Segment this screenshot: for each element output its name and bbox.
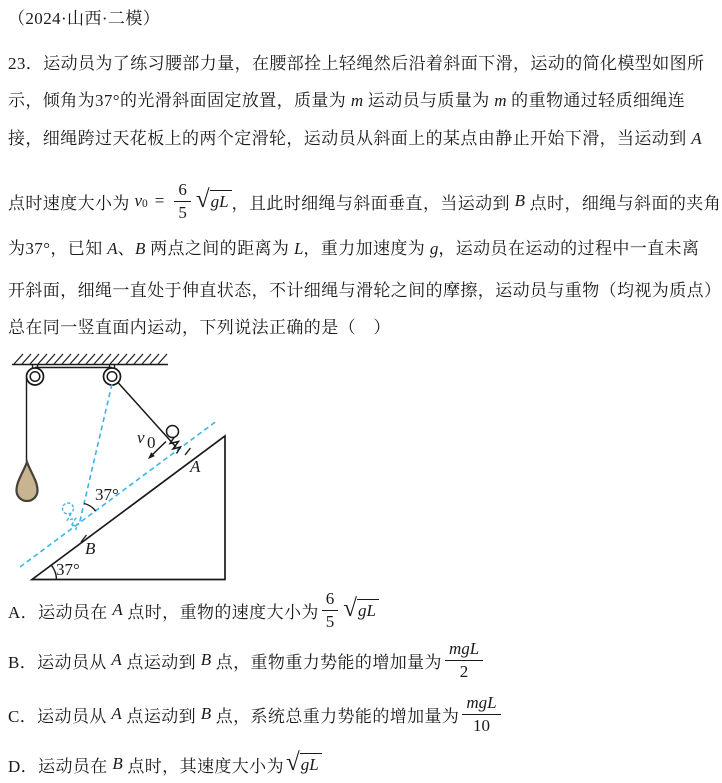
math-var-B: B <box>200 650 212 669</box>
math-var-A: A <box>691 129 702 148</box>
fraction-denominator: 5 <box>325 611 335 631</box>
angle-label-B: 37° <box>95 485 119 504</box>
math-var-B: B <box>135 239 146 258</box>
equals-sign: = <box>154 191 165 210</box>
athlete-figure-B-dashed <box>63 503 79 531</box>
question-line-4-formula <box>8 177 721 225</box>
text-segment: 点，系统总重力势能的增加量为 <box>211 706 460 726</box>
text-segment: A．运动员在 <box>8 602 113 622</box>
math-v0 <box>134 191 147 211</box>
fraction-numerator: mgL <box>445 639 483 660</box>
question-line-5 <box>8 239 699 259</box>
text-segment: 点时速度大小为 <box>8 193 135 213</box>
sqrt-gL <box>285 748 322 777</box>
option-B <box>8 634 486 686</box>
text-segment: 两点之间的距离为 <box>145 239 294 258</box>
text-segment: 点运动到 <box>121 652 201 672</box>
hanging-weight <box>17 462 38 501</box>
radicand-gL: gL <box>300 753 322 775</box>
radicand-gL: gL <box>210 190 232 212</box>
sqrt-gL <box>195 185 232 214</box>
math-var-m: m <box>350 91 364 110</box>
athlete-B-head <box>63 503 74 514</box>
option-D <box>8 750 322 778</box>
text-segment: 点时，其速度大小为 <box>122 756 284 776</box>
radical-sign: √ <box>343 594 358 622</box>
text-segment: D．运动员在 <box>8 756 113 776</box>
math-var-B: B <box>112 754 123 773</box>
math-sub-0: 0 <box>142 198 148 210</box>
text-segment: 运动员与质量为 <box>363 91 495 110</box>
text-segment: 点时，重物的速度大小为 <box>122 602 319 622</box>
text-segment: 点时，细绳与斜面的夹角 <box>525 193 722 213</box>
incline-pulley-diagram <box>0 341 240 593</box>
math-var-A: A <box>107 239 118 258</box>
text-segment: C．运动员从 <box>8 706 112 726</box>
v0-label: v <box>137 428 145 447</box>
radicand-gL: gL <box>357 599 379 621</box>
text-segment: ，重力加速度为 <box>303 239 430 258</box>
question-line-2 <box>8 91 685 111</box>
fraction-mgL-10 <box>462 693 500 734</box>
athlete-A-body <box>170 438 181 454</box>
fraction-numerator: 6 <box>322 589 339 610</box>
fraction-denominator: 10 <box>472 715 490 735</box>
athlete-B-body <box>68 514 79 532</box>
fraction-mgL-2 <box>445 639 483 680</box>
radical-sign: √ <box>285 748 300 776</box>
math-var-g: g <box>429 239 439 258</box>
math-var-A: A <box>111 650 122 669</box>
option-A <box>8 584 379 636</box>
fraction-6-5 <box>174 180 191 221</box>
math-var-B: B <box>514 191 525 210</box>
math-var-A: A <box>111 704 122 723</box>
athlete-A-head <box>167 426 179 438</box>
fraction-numerator: 6 <box>174 180 191 201</box>
text-segment: ，且此时细绳与斜面垂直，当运动到 <box>231 193 515 213</box>
point-label-B: B <box>85 539 96 558</box>
text-segment: 接，细绳跨过天花板上的两个定滑轮，运动员从斜面上的某点由静止开始下滑，当运动到 <box>8 129 692 148</box>
dashed-path-parallel-incline <box>20 420 218 567</box>
text-segment: B．运动员从 <box>8 652 112 672</box>
pulley-left <box>27 368 44 385</box>
fraction-denominator: 5 <box>178 202 187 222</box>
text-segment: 示，倾角为37°的光滑斜面固定放置，质量为 <box>8 91 351 110</box>
source-tag: （2024·山西·二模） <box>8 9 161 28</box>
question-line-6: 开斜面，细绳一直处于伸直状态，不计细绳与滑轮之间的摩擦，运动员与重物（均视为质点） <box>8 281 722 300</box>
fraction-numerator: mgL <box>462 693 500 714</box>
dashed-construction <box>20 384 218 567</box>
text-segment: 的重物通过轻质细绳连 <box>506 91 686 110</box>
text-segment: 点，重物重力势能的增加量为 <box>211 652 442 672</box>
option-C <box>8 688 504 740</box>
point-label-A: A <box>190 457 201 476</box>
question-line-1: 23．运动员为了练习腰部力量，在腰部拴上轻绳然后沿着斜面下滑，运动的简化模型如图所 <box>8 54 705 73</box>
angle-arc-B <box>84 504 96 512</box>
text-segment: 、 <box>117 239 136 258</box>
text-segment: 点运动到 <box>121 706 201 726</box>
math-var-v: v <box>134 191 142 210</box>
text-segment: 为37°，已知 <box>8 239 108 258</box>
v0-subscript: 0 <box>147 433 156 452</box>
ceiling-hatching <box>14 354 167 364</box>
radical-sign: √ <box>195 185 210 213</box>
question-line-3 <box>8 129 702 149</box>
question-line-7: 总在同一竖直面内运动，下列说法正确的是（ ） <box>8 318 391 337</box>
fraction-denominator: 2 <box>459 661 469 681</box>
math-var-B: B <box>200 704 212 723</box>
math-var-m: m <box>494 91 507 110</box>
fraction-6-5 <box>322 589 339 630</box>
math-var-L: L <box>293 239 304 258</box>
math-var-A: A <box>112 600 123 619</box>
text-segment: ，运动员在运动的过程中一直未离 <box>438 239 700 258</box>
angle-label-base: 37° <box>56 560 80 579</box>
contact-tick-A <box>185 448 191 455</box>
sqrt-gL <box>343 594 379 623</box>
